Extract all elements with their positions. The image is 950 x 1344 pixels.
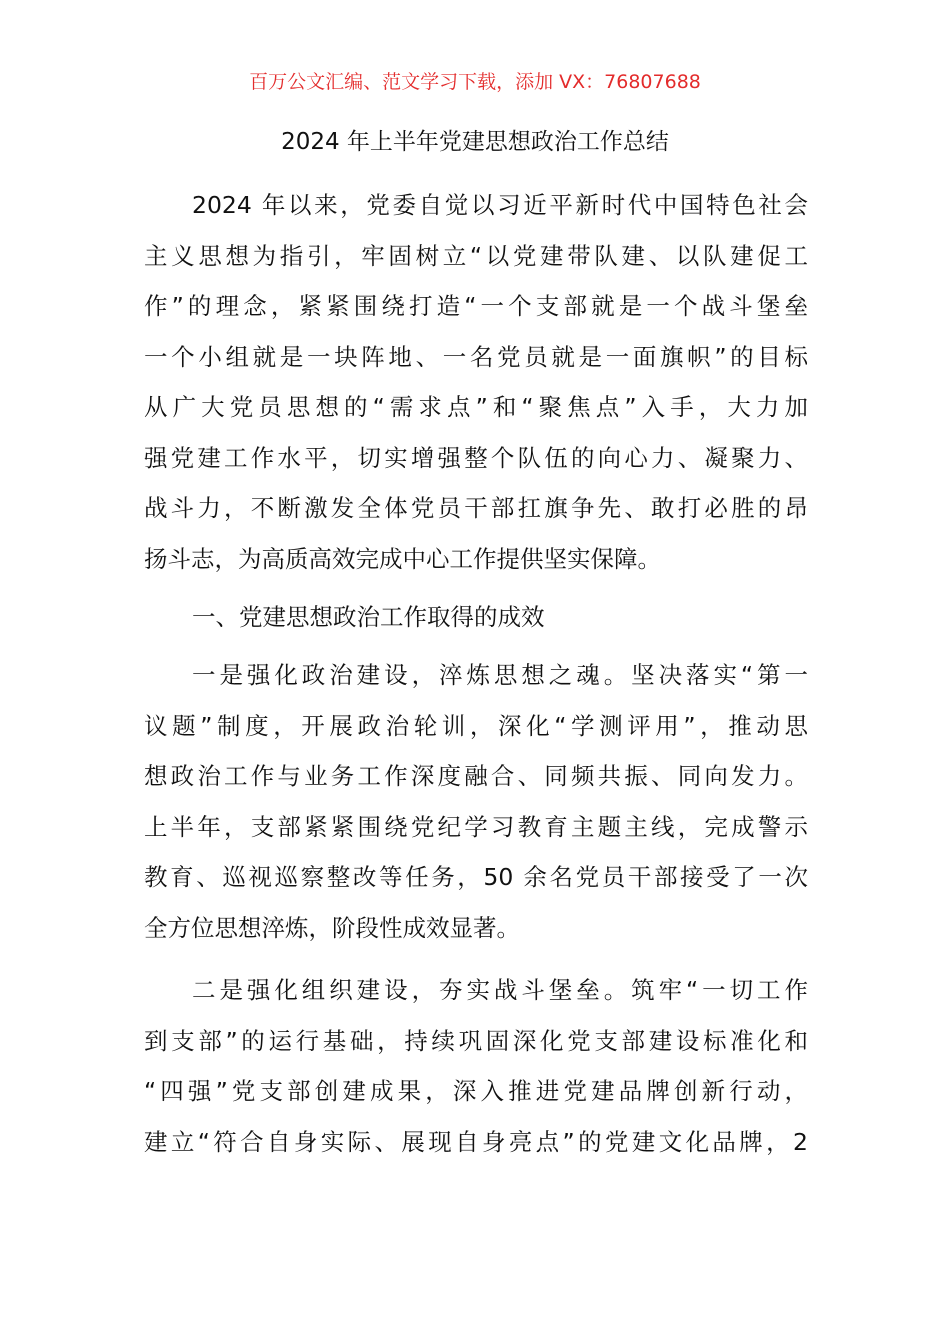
paragraph-intro	[144, 180, 808, 584]
text-line: 建立“符合自身实际、展现自身亮点”的党建文化品牌，2	[144, 1127, 808, 1156]
text-line: 扬斗志，为高质高效完成中心工作提供坚实保障。	[144, 544, 661, 573]
text-line: 主义思想为指引，牢固树立“以党建带队建、以队建促工	[144, 241, 808, 270]
text-line: 二是强化组织建设，夯实战斗堡垒。筑牢“一切工作	[192, 976, 808, 1004]
text-line: 从广大党员思想的“需求点”和“聚焦点”入手，大力加	[144, 393, 808, 421]
text-line: 全方位思想淬炼，阶段性成效显著。	[144, 913, 520, 942]
section-heading-text: 一、党建思想政治工作取得的成效	[192, 603, 545, 631]
watermark-banner: 百万公文汇编、范文学习下载，添加 VX：76807688	[249, 71, 701, 93]
text-line: 上半年，支部紧紧围绕党纪学习教育主题主线，完成警示	[144, 812, 808, 841]
text-line: 战斗力，不断激发全体党员干部扛旗争先、敢打必胜的昂	[144, 494, 808, 522]
text-line: 想政治工作与业务工作深度融合、同频共振、同向发力。	[144, 762, 808, 790]
text-line: “四强”党支部创建成果，深入推进党建品牌创新行动，	[144, 1077, 808, 1105]
text-line: 一个小组就是一块阵地、一名党员就是一面旗帜”的目标	[144, 342, 808, 371]
document-title: 2024 年上半年党建思想政治工作总结	[281, 129, 669, 155]
text-line: 作”的理念，紧紧围绕打造“一个支部就是一个战斗堡垒	[144, 292, 808, 320]
section-heading-achievements	[144, 592, 808, 643]
text-line: 到支部”的运行基础，持续巩固深化党支部建设标准化和	[144, 1026, 808, 1055]
text-line: 一是强化政治建设，淬炼思想之魂。坚决落实“第一	[192, 661, 808, 689]
paragraph-political-building	[144, 650, 808, 953]
text-line: 强党建工作水平，切实增强整个队伍的向心力、凝聚力、	[144, 443, 808, 472]
text-line: 2024 年以来，党委自觉以习近平新时代中国特色社会	[192, 191, 808, 219]
text-line: 教育、巡视巡察整改等任务，50 余名党员干部接受了一次	[144, 863, 808, 891]
paragraph-organization-building	[144, 965, 808, 1167]
text-line: 议题”制度，开展政治轮训，深化“学测评用”，推动思	[144, 711, 808, 740]
